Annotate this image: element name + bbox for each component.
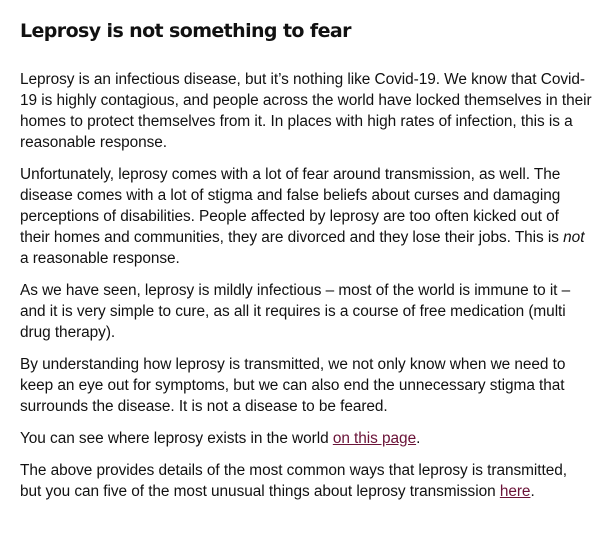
paragraph-infectious: As we have seen, leprosy is mildly infectious – most of the world is immune to it – and it is very simple to cure, as all it requires is a course of free medication (multi drug therapy).: [20, 282, 571, 341]
paragraph-unusual-end: .: [530, 483, 535, 500]
paragraph-understanding: By understanding how leprosy is transmitted, we not only know when we need to keep an eye out for symptoms, but we can also end the unnecessary stigma that surrounds the disease. It is not a disease to be feared.: [20, 356, 566, 415]
paragraph-fear-text: Unfortunately, leprosy comes with a lot of fear around transmission, as well. The disease comes with a lot of stigma and false beliefs about curses and damaging perceptions of disabilities. People affected by leprosy are too often kicked out of their homes and communities, they are divorced and they lose their jobs. This is: [20, 166, 564, 246]
paragraph-where-end: .: [416, 430, 421, 447]
page-title: Leprosy is not something to fear: [20, 20, 351, 42]
article-content: [20, 0, 592, 502]
paragraph-intro: Leprosy is an infectious disease, but it’s nothing like Covid-19. We know that Covid-19 is highly contagious, and people across the world have locked themselves in their homes to protect themselves from it. In places with high rates of infection, this is a reasonable response.: [20, 71, 592, 151]
paragraph-fear-end: a reasonable response.: [20, 250, 180, 267]
paragraph-where-text: You can see where leprosy exists in the world: [20, 430, 333, 447]
here-link[interactable]: here: [499, 483, 531, 500]
emphasis-not: not: [563, 229, 585, 246]
paragraph-where: [20, 428, 592, 449]
on-this-page-link[interactable]: on this page: [332, 430, 417, 447]
paragraph-unusual: [20, 460, 592, 502]
paragraph-unusual-text: The above provides details of the most common ways that leprosy is transmitted, but you can five of the most unusual things about leprosy transmission: [20, 462, 567, 500]
paragraph-fear: [20, 164, 592, 269]
